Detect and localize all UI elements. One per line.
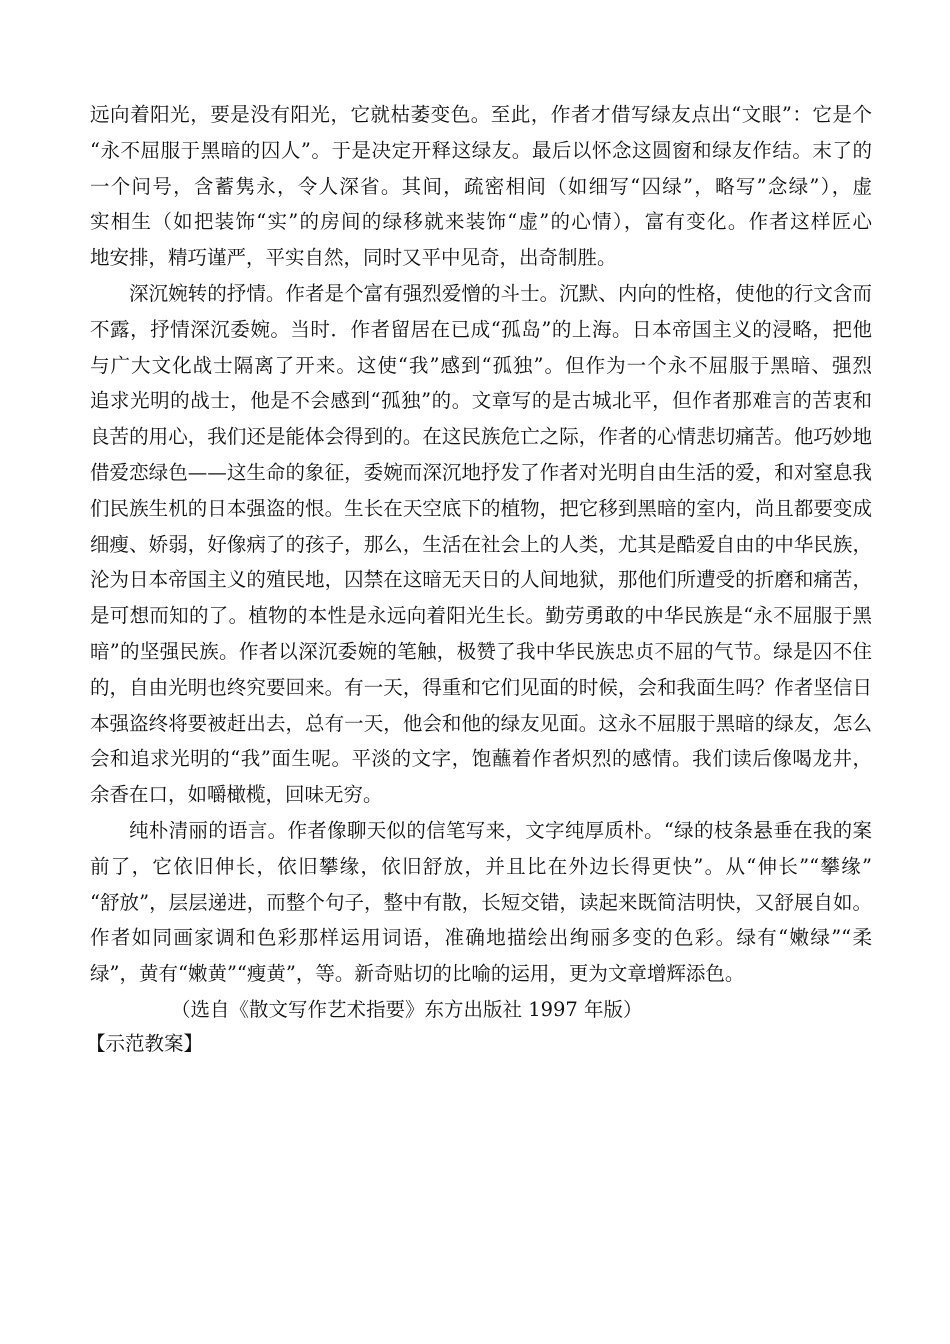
text-line: 暗”的坚强民族。作者以深沉委婉的笔触，极赞了我中华民族忠贞不屈的气节。绿是囚不住 xyxy=(90,639,872,663)
text-line: 追求光明的战士，他是不会感到“孤独”的。文章写的是古城北平，但作者那难言的苦衷和 xyxy=(90,389,872,413)
paragraph-structure xyxy=(90,98,872,275)
text-line: 借爱恋绿色——这生命的象征，委婉而深沉地抒发了作者对光明自由生活的爱，和对窒息我 xyxy=(90,460,872,484)
text-line: 实相生（如把装饰“实”的房间的绿移就来装饰“虚”的心情），富有变化。作者这样匠心 xyxy=(90,210,872,234)
text-line: 本强盗终将要被赶出去，总有一天，他会和他的绿友见面。这永不屈服于黑暗的绿友，怎么 xyxy=(90,711,872,735)
text-line: 纯朴清丽的语言。作者像聊天似的信笔写来，文字纯厚质朴。“绿的枝条悬垂在我的案 xyxy=(129,818,872,842)
section-heading: 【示范教案】 xyxy=(86,1031,204,1055)
text-line: 会和追求光明的“我”面生呢。平淡的文字，饱蘸着作者炽烈的感情。我们读后像喝龙井， xyxy=(90,747,872,771)
text-line: 远向着阳光，要是没有阳光，它就枯萎变色。至此，作者才借写绿友点出“文眼”：它是个 xyxy=(90,103,872,126)
text-line: 地安排，精巧谨严，平实自然，同时又平中见奇，出奇制胜。 xyxy=(90,246,617,270)
article-body xyxy=(90,98,872,991)
text-line: “舒放”，层层递进，而整个句子，整中有散，长短交错，读起来既简洁明快，又舒展自如。 xyxy=(90,890,872,914)
text-line: 与广大文化战士隔离了开来。这使“我”感到“孤独”。但作为一个永不屈服于黑暗、强烈 xyxy=(90,353,872,377)
text-line: 绿”，黄有“嫩黄”“瘦黄”，等。新奇贴切的比喻的运用，更为文章增辉添色。 xyxy=(90,962,745,986)
paragraph-lyricism xyxy=(90,277,872,812)
text-line: “永不屈服于黑暗的囚人”。于是决定开释这绿友。最后以怀念这圆窗和绿友作结。末了的 xyxy=(90,138,872,162)
text-line: 前了，它依旧伸长，依旧攀缘，依旧舒放，并且比在外边长得更快”。从“伸长”“攀缘” xyxy=(90,854,872,878)
text-line: 作者如同画家调和色彩那样运用词语，准确地描绘出绚丽多变的色彩。绿有“嫩绿”“柔 xyxy=(90,926,872,950)
text-line: 良苦的用心，我们还是能体会得到的。在这民族危亡之际，作者的心情悲切痛苦。他巧妙地 xyxy=(90,425,872,449)
paragraph-language xyxy=(90,814,872,991)
text-line: 的，自由光明也终究要回来。有一天，得重和它们见面的时候，会和我面生吗？作者坚信日 xyxy=(90,675,872,699)
text-line: 深沉婉转的抒情。作者是个富有强烈爱憎的斗士。沉默、内向的性格，使他的行文含而 xyxy=(129,281,872,305)
text-line: 沦为日本帝国主义的殖民地，囚禁在这暗无天日的人间地狱，那他们所遭受的折磨和痛苦， xyxy=(90,568,872,592)
text-line: 不露，抒情深沉委婉。当时．作者留居在已成“孤岛”的上海。日本帝国主义的浸略，把他 xyxy=(90,317,872,341)
source-citation: （选自《散文写作艺术指要》东方出版社 1997 年版） xyxy=(171,997,643,1021)
text-line: 们民族生机的日本强盗的恨。生长在天空底下的植物，把它移到黑暗的室内，尚且都要变成 xyxy=(90,496,872,520)
document-page xyxy=(86,98,872,1061)
text-line: 余香在口，如嚼橄榄，回味无穷。 xyxy=(90,783,383,807)
text-line: 一个问号，含蓄隽永，令人深省。其间，疏密相间（如细写“囚绿”，略写”念绿”），虚 xyxy=(90,174,872,198)
text-line: 细瘦、娇弱，好像病了的孩子，那么，生活在社会上的人类，尤其是酷爱自由的中华民族， xyxy=(90,532,872,556)
text-line: 是可想而知的了。植物的本性是永远向着阳光生长。勤劳勇敢的中华民族是“永不屈服于黑 xyxy=(90,604,872,628)
